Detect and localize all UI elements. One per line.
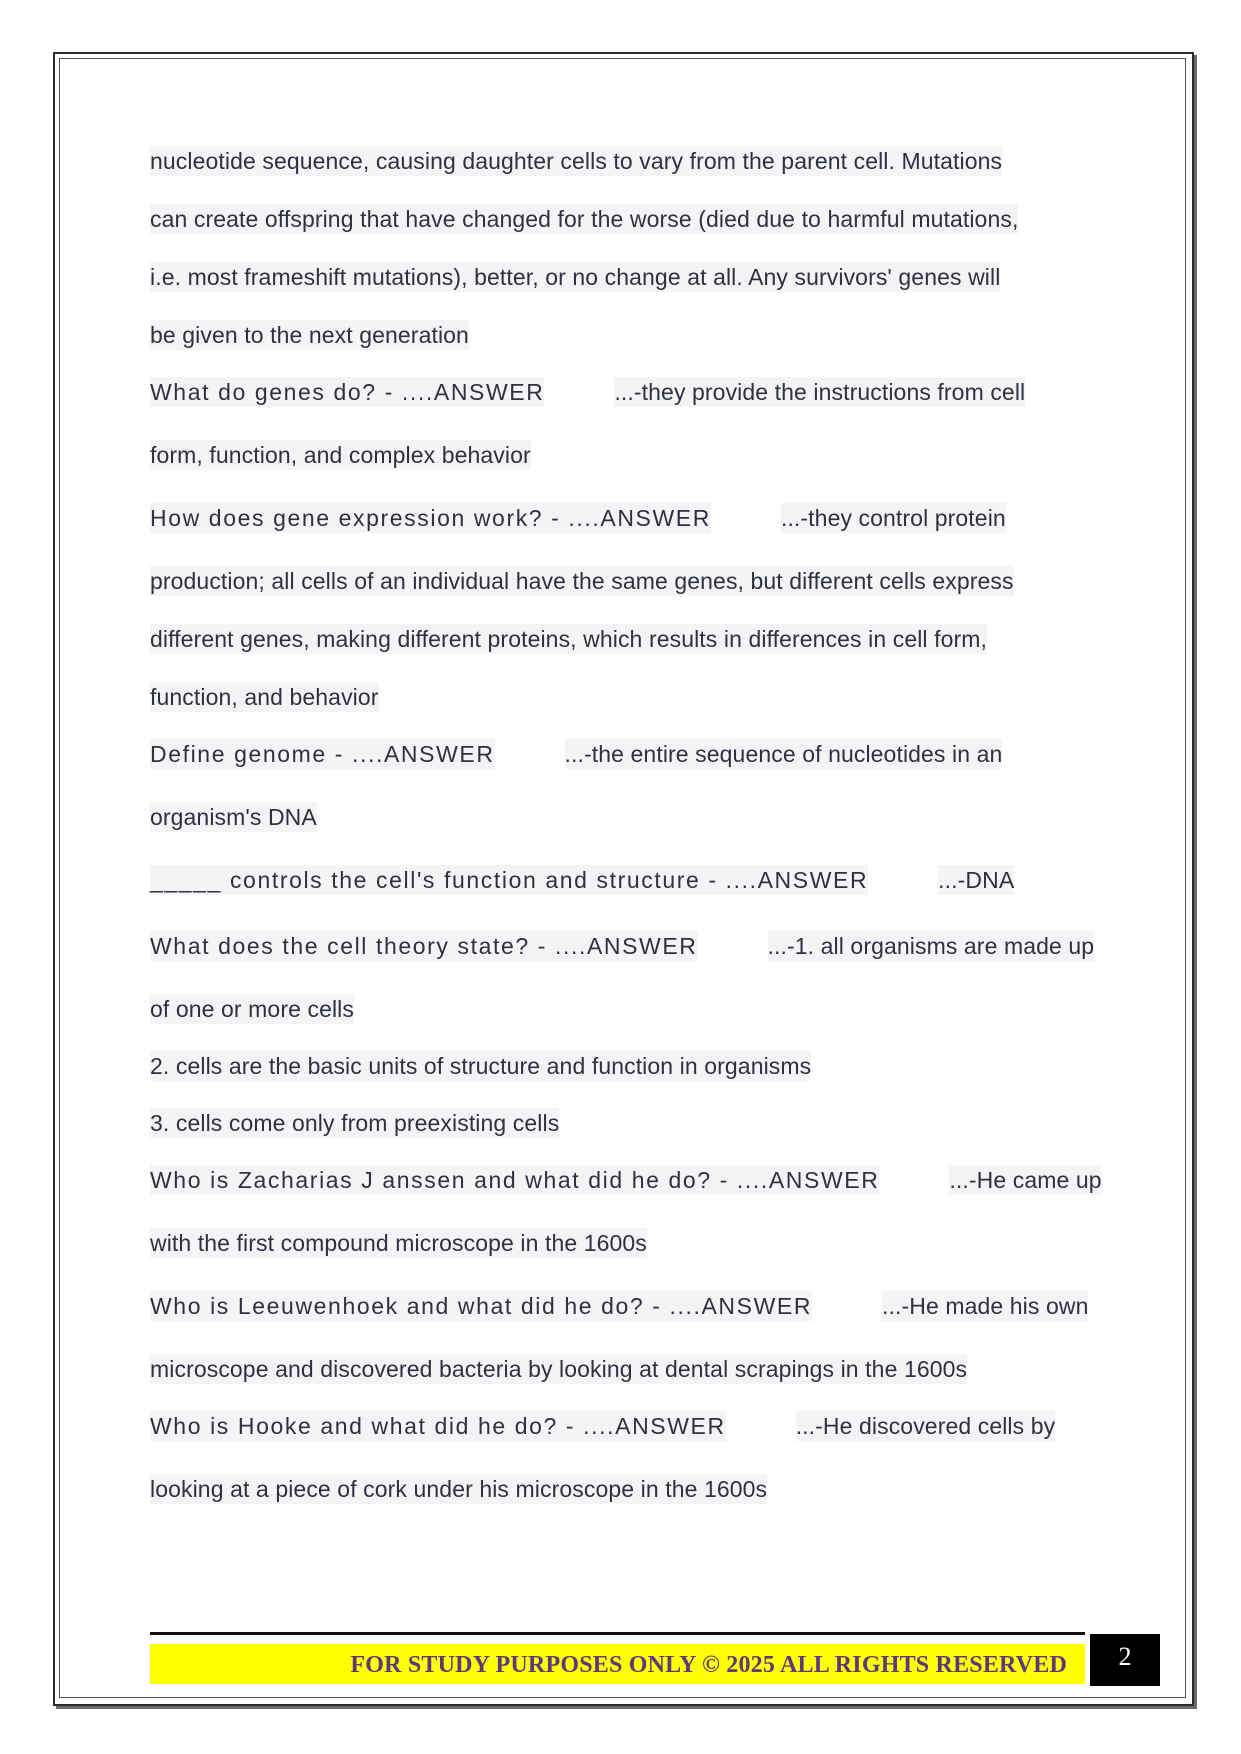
qa-question: Who is Leeuwenhoek and what did he do? - ....ANSWER ...-He made his own [150,1293,1089,1319]
qa-continuation: of one or more cells [150,996,354,1022]
document-body [150,146,1110,1532]
text-line: be given to the next generation [150,322,469,348]
footer-copyright: FOR STUDY PURPOSES ONLY © 2025 ALL RIGHTS RESERVED [350,1652,1067,1678]
qa-question: Who is Hooke and what did he do? - ....ANSWER ...-He discovered cells by [150,1413,1056,1439]
qa-continuation: organism's DNA [150,804,317,830]
text-line: can create offspring that have changed for the worse (died due to harmful mutations, [150,206,1019,232]
qa-continuation: with the first compound microscope in the 1600s [150,1230,647,1256]
qa-question: How does gene expression work? - ....ANSWER ...-they control protein [150,505,1006,531]
footer-band [150,1644,1085,1684]
text-line: nucleotide sequence, causing daughter cells to vary from the parent cell. Mutations [150,148,1003,174]
page-number: 2 [1090,1634,1160,1686]
qa-continuation: production; all cells of an individual have the same genes, but different cells express [150,568,1014,594]
qa-continuation: looking at a piece of cork under his microscope in the 1600s [150,1476,768,1502]
qa-question: Who is Zacharias J anssen and what did he do? - ....ANSWER ...-He came up [150,1167,1102,1193]
qa-continuation: form, function, and complex behavior [150,442,531,468]
footer-rule [150,1632,1085,1635]
qa-continuation: 3. cells come only from preexisting cells [150,1110,560,1136]
qa-continuation: function, and behavior [150,684,379,710]
qa-question: Define genome - ....ANSWER ...-the entire sequence of nucleotides in an [150,741,1003,767]
qa-question: _____ controls the cell's function and structure - ....ANSWER ...-DNA [150,867,1015,893]
qa-continuation: different genes, making different proteins, which results in differences in cell form, [150,626,988,652]
qa-question: What do genes do? - ....ANSWER ...-they provide the instructions from cell [150,379,1026,405]
text-line: i.e. most frameshift mutations), better, or no change at all. Any survivors' genes will [150,264,1001,290]
qa-continuation: 2. cells are the basic units of structure and function in organisms [150,1053,812,1079]
qa-question: What does the cell theory state? - ....ANSWER ...-1. all organisms are made up [150,933,1095,959]
qa-continuation: microscope and discovered bacteria by looking at dental scrapings in the 1600s [150,1356,968,1382]
